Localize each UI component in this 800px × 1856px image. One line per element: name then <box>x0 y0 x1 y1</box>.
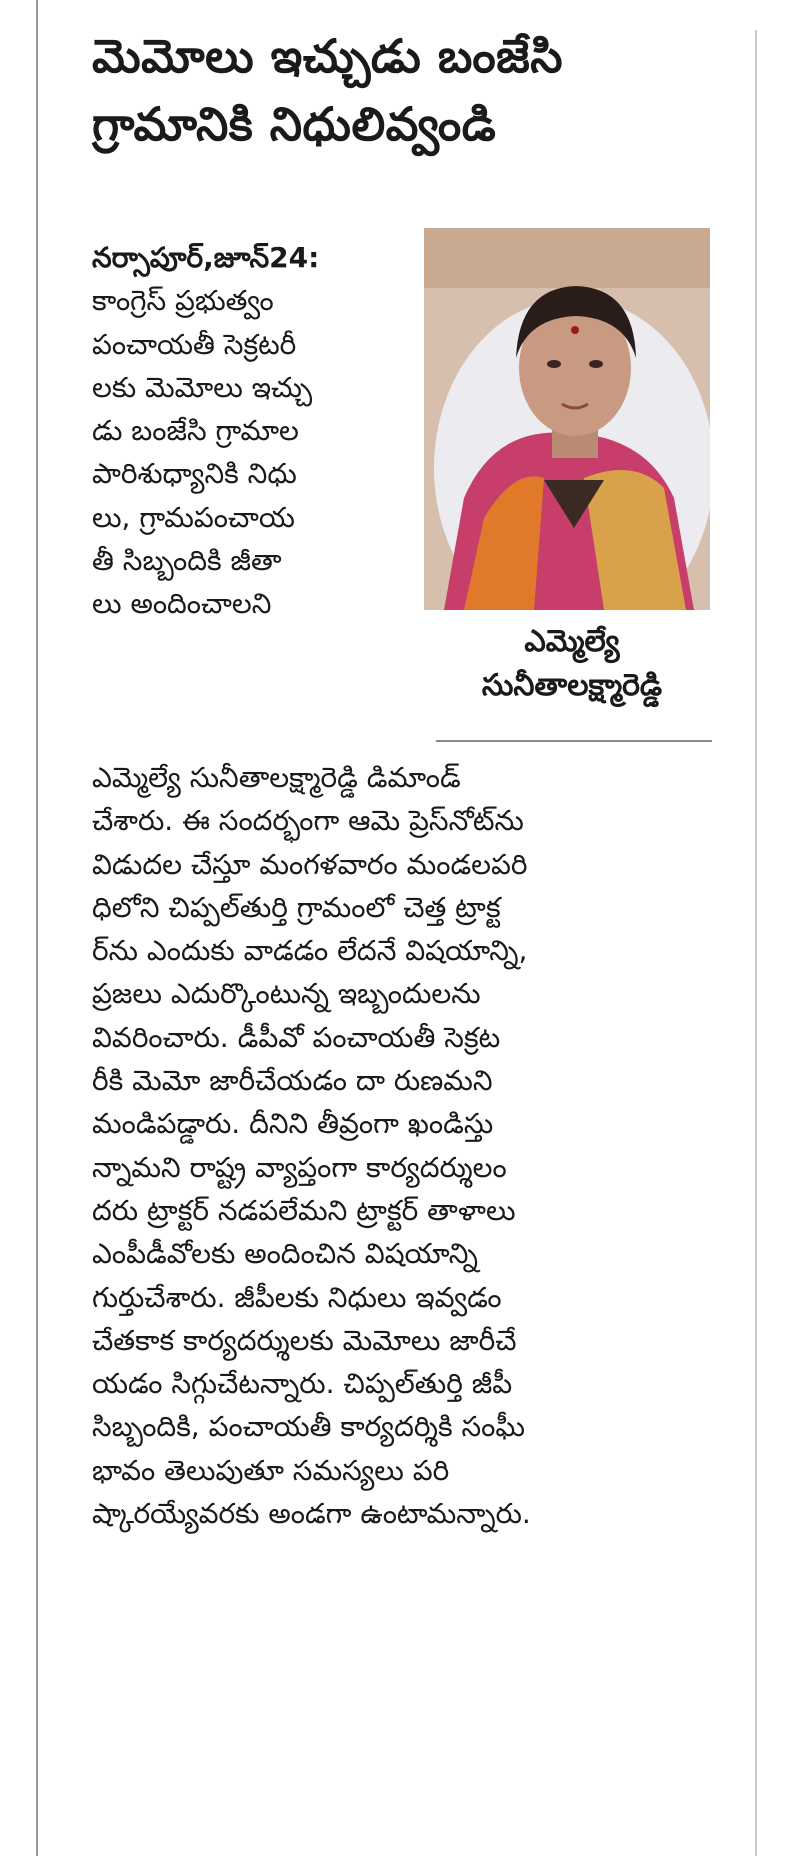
headline <box>92 22 752 158</box>
body-line: దరు ట్రాక్టర్ నడపలేమని ట్రాక్టర్ తాళాలు <box>92 1193 516 1227</box>
body-line: సిబ్బందికి, పంచాయతీ కార్యదర్శికి సంఘీ <box>92 1410 525 1444</box>
body-line: గుర్తుచేశారు. జీపీలకు నిధులు ఇవ్వడం <box>92 1280 502 1314</box>
mla-portrait-photo <box>424 228 710 610</box>
body-line: చేశారు. ఈ సందర్భంగా ఆమె ప్రెస్‌నోట్‌ను <box>92 804 524 838</box>
body-line: విడుదల చేస్తూ మంగళవారం మండలపరి <box>92 847 528 881</box>
body-column-full <box>92 756 712 1535</box>
photo-caption <box>428 620 716 708</box>
body-line: ధిలోని చిప్పల్‌తుర్తి గ్రామంలో చెత్త ట్రాక్ట <box>92 890 501 924</box>
caption-line-1: ఎమ్మెల్యే <box>524 624 620 659</box>
body-line: లు అందించాలని <box>92 587 272 621</box>
body-line: లు, గ్రామపంచాయ <box>92 500 295 534</box>
body-line: ష్కారయ్యేవరకు అండగా ఉంటామన్నారు. <box>92 1497 531 1531</box>
body-line: తీ సిబ్బందికి జీతా <box>92 544 282 578</box>
body-line: ర్‌ను ఎందుకు వాడడం లేదనే విషయాన్ని, <box>92 934 528 968</box>
body-line: వివరించారు. డీపీవో పంచాయతీ సెక్రట <box>92 1020 501 1054</box>
body-line: ప్రజలు ఎదుర్కొంటున్న ఇబ్బందులను <box>92 977 481 1011</box>
body-line: పంచాయతీ సెక్రటరీ <box>92 327 297 361</box>
body-line: పారిశుధ్యానికి నిధు <box>92 457 297 491</box>
column-rule-left <box>36 0 38 1856</box>
portrait-illustration <box>424 228 710 610</box>
body-line: లకు మెమోలు ఇచ్చు <box>92 370 313 404</box>
body-line: కాంగ్రెస్ ప్రభుత్వం <box>92 284 274 318</box>
headline-line-1: మెమోలు ఇచ్చుడు బంజేసి <box>92 29 564 83</box>
body-line: న్నామని రాష్ట్ర వ్యాప్తంగా కార్యదర్శులం <box>92 1150 507 1184</box>
column-rule-right <box>755 30 757 1856</box>
body-line: డు బంజేసి గ్రామాల <box>92 414 299 448</box>
body-line: ఎంపీడీవోలకు అందించిన విషయాన్ని <box>92 1237 478 1271</box>
dateline: నర్సాపూర్,జూన్24: <box>92 241 320 274</box>
body-line: యడం సిగ్గుచేటన్నారు. చిప్పల్‌తుర్తి జీపీ <box>92 1367 513 1401</box>
body-line: రీకి మెమో జారీచేయడం దా రుణమని <box>92 1064 493 1098</box>
caption-line-2: సునీతాలక్ష్మారెడ్డి <box>481 668 663 703</box>
body-line: మండిపడ్డారు. దీనిని తీవ్రంగా ఖండిస్తు <box>92 1107 494 1141</box>
body-column-left <box>92 236 402 626</box>
headline-line-2: గ్రామానికి నిధులివ్వండి <box>92 97 497 151</box>
body-line: చేతకాక కార్యదర్శులకు మెమోలు జారీచే <box>92 1323 517 1357</box>
body-line: ఎమ్మెల్యే సునీతాలక్ష్మారెడ్డి డిమాండ్ <box>92 761 461 794</box>
body-line: భావం తెలుపుతూ సమస్యలు పరి <box>92 1453 450 1487</box>
caption-underline <box>436 740 712 742</box>
